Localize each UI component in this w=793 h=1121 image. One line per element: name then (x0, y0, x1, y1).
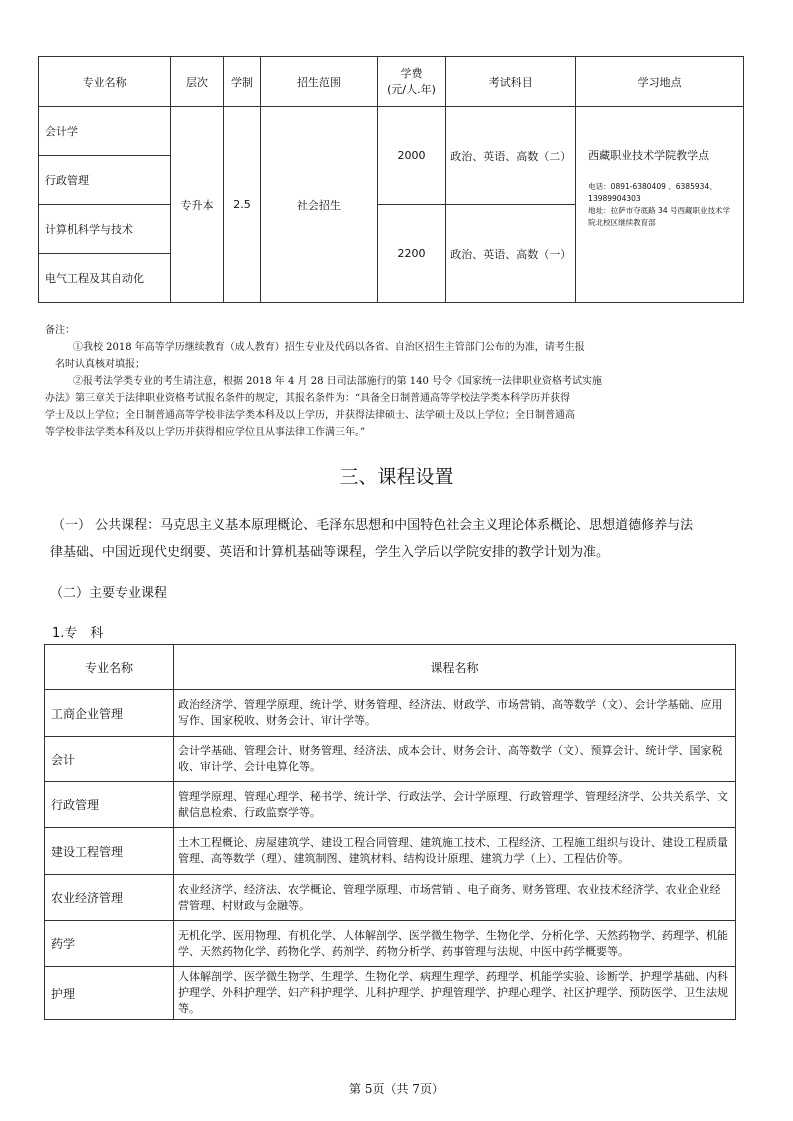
courses-table (44, 644, 736, 1020)
exam-cell: 政治、英语、高数（二） (446, 107, 576, 205)
note-line: ②报考法学类专业的考生请注意，根据 2018 年 4 月 28 日司法部施行的第 140 号令《国家统一法律职业资格考试实施 (73, 376, 603, 387)
table-row (45, 921, 736, 967)
admission-table (38, 56, 744, 303)
table-header-row (39, 57, 744, 107)
major-cell: 电气工程及其自动化 (39, 254, 171, 303)
note-line: 等学校非法学类本科及以上学历并获得相应学位且从事法律工作满三年。” (45, 427, 366, 438)
table-row (45, 828, 736, 875)
major-cell: 计算机科学与技术 (39, 205, 171, 254)
table-row (39, 107, 744, 156)
major-cell: 行政管理 (45, 782, 174, 828)
major-cell: 建设工程管理 (45, 828, 174, 875)
courses-cell: 政治经济学、管理学原理、统计学、财务管理、经济法、财政学、市场营销、高等数学（文）、会计学基础、应用写作、国家税收、财务会计、审计学等。 (174, 690, 736, 737)
header-fee (377, 57, 446, 107)
notes-title: 备注： (45, 325, 75, 336)
location-address: 地址：拉萨市夺底路 34 号西藏职业技术学院北校区继续教育部 (588, 206, 730, 227)
main-courses-title: （二）主要专业课程 (50, 586, 168, 601)
major-cell: 会计 (45, 737, 174, 782)
header-exam: 考试科目 (446, 57, 576, 107)
header-fee-label: 学费 (元/人.年) (387, 66, 436, 96)
header-scope: 招生范围 (261, 57, 378, 107)
scope-cell: 社会招生 (261, 107, 378, 303)
public-courses-paragraph (50, 512, 750, 566)
courses-cell: 会计学基础、管理会计、财务管理、经济法、成本会计、财务会计、高等数学（文）、预算会计、统计学、国家税收、审计学、会计电算化等。 (174, 737, 736, 782)
courses-cell: 人体解剖学、医学微生物学、生理学、生物化学、病理生理学、药理学、机能学实验、诊断学、护理学基础、内科护理学、外科护理学、妇产科护理学、儿科护理学、护理管理学、护理心理学、社区护理学、预防医学、卫生法规等。 (174, 967, 736, 1020)
header-course: 课程名称 (174, 645, 736, 690)
major-cell: 药学 (45, 921, 174, 967)
table-header-row (45, 645, 736, 690)
courses-cell: 无机化学、医用物理、有机化学、人体解剖学、医学微生物学、生物化学、分析化学、天然药物学、药理学、机能学、天然药物化学、药物化学、药剂学、药物分析学、药事管理与法规、中医中药学概要等。 (174, 921, 736, 967)
table-row (45, 782, 736, 828)
paragraph-line: （一） 公共课程：马克思主义基本原理概论、毛泽东思想和中国特色社会主义理论体系概论、思想道德修养与法 (52, 518, 694, 533)
location-name: 西藏职业技术学院教学点 (588, 149, 710, 162)
fee-cell: 2200 (377, 205, 446, 303)
courses-cell: 管理学原理、管理心理学、秘书学、统计学、行政法学、会计学原理、行政管理学、管理经济学、公共关系学、文献信息检索、行政监察学等。 (174, 782, 736, 828)
table-row (45, 690, 736, 737)
major-cell: 护理 (45, 967, 174, 1020)
note-line: 学士及以上学位；全日制普通高等学校非法学类本科及以上学历，并获得法律硕士、法学硕士及以上学位；全日制普通高 (45, 410, 575, 421)
exam-cell: 政治、英语、高数（一） (446, 205, 576, 303)
table-row (45, 875, 736, 921)
major-cell: 会计学 (39, 107, 171, 156)
major-cell: 行政管理 (39, 156, 171, 205)
header-duration: 学制 (223, 57, 260, 107)
note-line: 办法》第三章关于法律职业资格考试报名条件的规定，其报名条件为：“具备全日制普通高等学校法学类本科学历并获得 (45, 393, 571, 404)
header-location: 学习地点 (576, 57, 744, 107)
table-row (45, 967, 736, 1020)
header-level: 层次 (171, 57, 224, 107)
header-major: 专业名称 (45, 645, 174, 690)
courses-cell: 土木工程概论、房屋建筑学、建设工程合同管理、建筑施工技术、工程经济、工程施工组织与设计、建设工程质量管理、高等数学（理）、建筑制图、建筑材料、结构设计原理、建筑力学（上）、工程估价等。 (174, 828, 736, 875)
major-cell: 农业经济管理 (45, 875, 174, 921)
subsection-title: 1.专 科 (52, 626, 104, 641)
location-cell (576, 107, 744, 303)
duration-cell: 2.5 (223, 107, 260, 303)
courses-cell: 农业经济学、经济法、农学概论、管理学原理、市场营销 、电子商务、财务管理、农业技术经济学、农业企业经营管理、村财政与金融等。 (174, 875, 736, 921)
fee-cell: 2000 (377, 107, 446, 205)
paragraph-line: 律基础、中国近现代史纲要、英语和计算机基础等课程，学生入学后以学院安排的教学计划为准。 (50, 545, 610, 560)
note-line: ①我校 2018 年高等学历继续教育（成人教育）招生专业及代码以各省、自治区招生主管部门公布的为准，请考生报 (73, 342, 585, 353)
level-cell: 专升本 (171, 107, 224, 303)
page-footer: 第 5页（共 7页） (349, 1082, 444, 1096)
notes-block (45, 322, 745, 441)
header-major: 专业名称 (39, 57, 171, 107)
table-row (45, 737, 736, 782)
note-line: 名时认真核对填报； (55, 359, 145, 370)
section-title: 三、课程设置 (339, 466, 454, 488)
location-phone: 电话：0891-6380409 、6385934、13989904303 (588, 182, 717, 203)
major-cell: 工商企业管理 (45, 690, 174, 737)
